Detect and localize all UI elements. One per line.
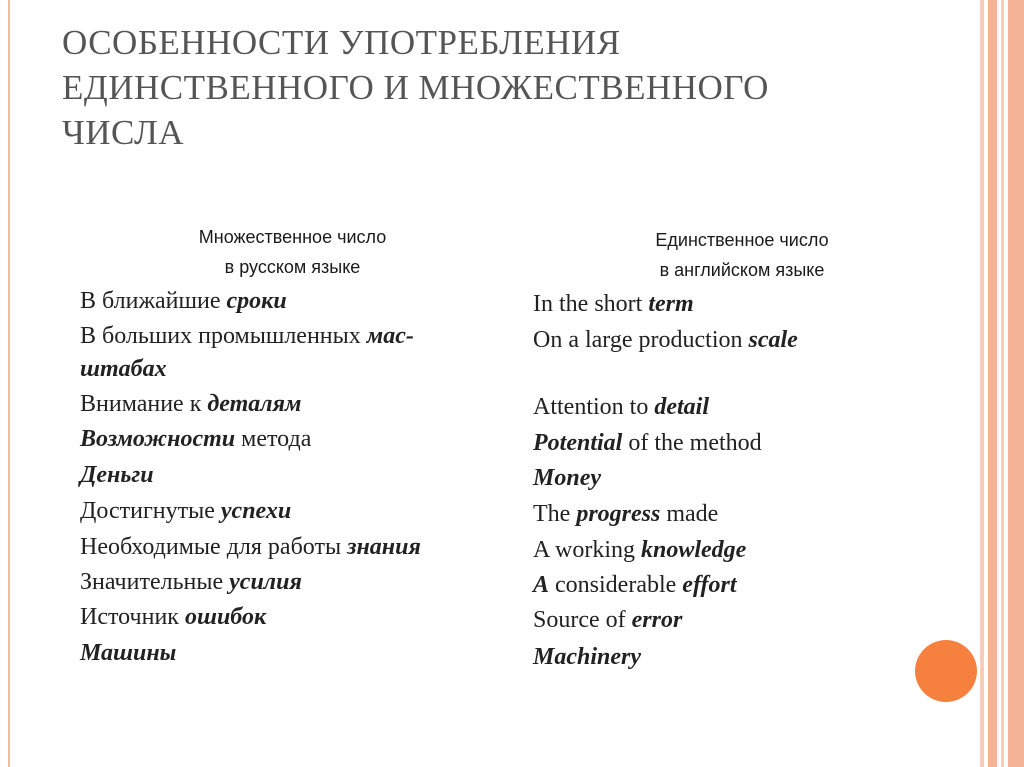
russian-row: Внимание к деталям xyxy=(80,391,302,417)
russian-row: Машины xyxy=(80,640,177,666)
right-stripe-1 xyxy=(980,0,984,767)
russian-row: Значительные усилия xyxy=(80,569,302,595)
english-row: In the short term xyxy=(533,291,694,317)
russian-row: Возможности метода xyxy=(80,426,312,452)
english-column-header xyxy=(612,225,872,285)
english-row: Machinery xyxy=(533,644,641,670)
russian-row: Достигнутые успехи xyxy=(80,498,292,524)
russian-row: В больших промышленных мас- xyxy=(80,323,414,349)
english-row: A considerable effort xyxy=(533,572,737,598)
english-row: Attention to detail xyxy=(533,394,709,420)
left-border-line xyxy=(8,0,10,767)
russian-column-header xyxy=(150,222,435,282)
english-row: Source of error xyxy=(533,607,683,633)
orange-circle-decoration xyxy=(915,640,977,702)
right-stripe-2 xyxy=(988,0,997,767)
english-row: The progress made xyxy=(533,501,719,527)
english-row: A working knowledge xyxy=(533,537,747,563)
english-header-line-1: Единственное число xyxy=(655,230,829,250)
english-row: Money xyxy=(533,465,601,491)
russian-header-line-2: в русском языке xyxy=(224,257,361,277)
english-row: On a large production scale xyxy=(533,327,798,353)
russian-row: В ближайшие сроки xyxy=(80,288,287,314)
russian-row: Источник ошибок xyxy=(80,604,267,630)
right-stripe-4 xyxy=(1008,0,1024,767)
english-header-line-2: в английском языке xyxy=(659,260,825,280)
title-line-1: ОСОБЕННОСТИ УПОТРЕБЛЕНИЯ xyxy=(62,23,621,62)
right-stripe-3 xyxy=(1001,0,1004,767)
slide-title xyxy=(62,20,942,155)
title-line-2: ЕДИНСТВЕННОГО И МНОЖЕСТВЕННОГО xyxy=(62,68,769,107)
russian-header-line-1: Множественное число xyxy=(198,227,387,247)
english-row: Potential of the method xyxy=(533,430,762,456)
title-line-3: ЧИСЛА xyxy=(62,113,185,152)
russian-row: Деньги xyxy=(80,462,154,488)
russian-row: Необходимые для работы знания xyxy=(80,534,421,560)
russian-row: штабах xyxy=(80,356,167,382)
